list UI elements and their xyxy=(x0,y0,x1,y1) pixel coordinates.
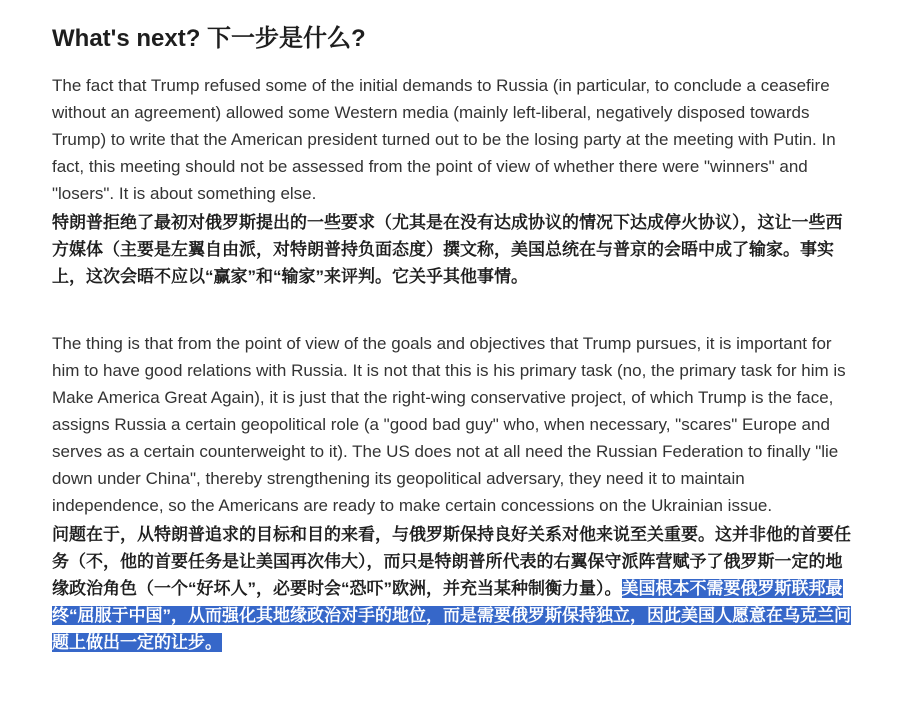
paragraph-block-2 xyxy=(52,330,856,656)
paragraph-block-1 xyxy=(52,72,856,290)
chinese-paragraph-2 xyxy=(52,521,856,656)
paragraph-spacer xyxy=(52,290,856,330)
selected-text-highlight[interactable]: 美国根本不需要俄罗斯联邦最终“屈服于中国”，从而强化其地缘政治对手的地位，而是需要俄罗斯保持独立，因此美国人愿意在乌克兰问题上做出一定的让步。 xyxy=(52,579,851,652)
article xyxy=(52,22,856,656)
english-paragraph-1: The fact that Trump refused some of the initial demands to Russia (in particular, to conclude a ceasefire without an agreement) allowed some Western media (mainly left-liberal, negatively disposed towards Trump) to write that the American president turned out to be the losing party at the meeting with Putin. In fact, this meeting should not be assessed from the point of view of whether there were "winners" and "losers". It is about something else. xyxy=(52,76,836,203)
english-paragraph-2: The thing is that from the point of view of the goals and objectives that Trump pursues, it is important for him to have good relations with Russia. It is not that this is his primary task (no, the primary task for him is Make America Great Again), it is just that the right-wing conservative project, of which Trump is the face, assigns Russia a certain geopolitical role (a "good bad guy" who, when necessary, "scares" Europe and serves as a certain counterweight to it). The US does not at all need the Russian Federation to finally "lie down under China", thereby strengthening its geopolitical adversary, they need it to maintain independence, so the Americans are ready to make certain concessions on the Ukrainian issue. xyxy=(52,334,846,515)
chinese-paragraph-1: 特朗普拒绝了最初对俄罗斯提出的一些要求（尤其是在没有达成协议的情况下达成停火协议），这让一些西方媒体（主要是左翼自由派，对特朗普持负面态度）撰文称，美国总统在与普京的会晤中成了输家。事实上，这次会晤不应以“赢家”和“输家”来评判。它关乎其他事情。 xyxy=(52,213,843,286)
chinese-paragraph-2-text: 问题在于，从特朗普追求的目标和目的来看，与俄罗斯保持良好关系对他来说至关重要。这并非他的首要任务（不，他的首要任务是让美国再次伟大），而只是特朗普所代表的右翼保守派阵营赋予了俄罗斯一定的地缘政治角色（一个“好坏人”，必要时会“恐吓”欧洲，并充当某种制衡力量）。 xyxy=(52,525,851,598)
section-title: What's next? 下一步是什么? xyxy=(52,25,366,52)
